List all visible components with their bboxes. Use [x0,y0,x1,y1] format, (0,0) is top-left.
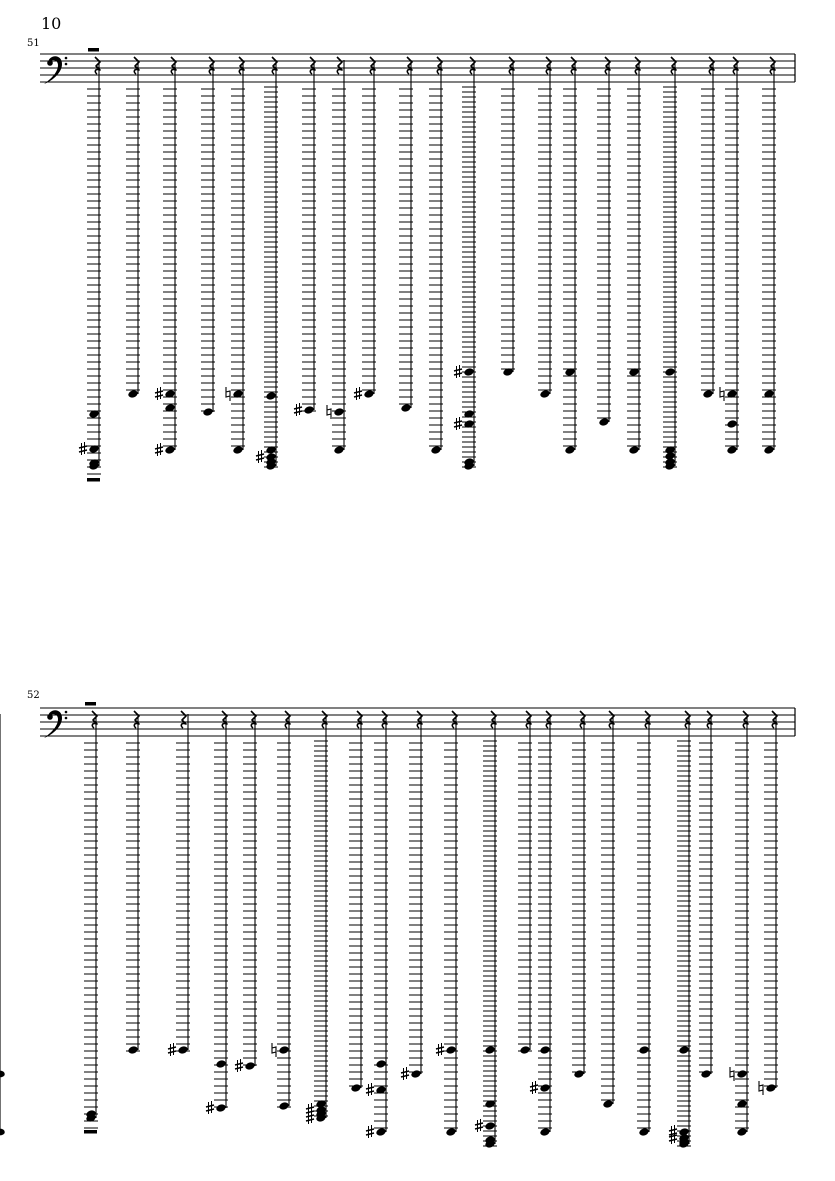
quarter-rest-icon [181,711,186,728]
page-number: 10 [41,14,62,33]
measure-number-52: 52 [27,690,40,701]
sharp-stroke [475,1127,483,1129]
sharp-icon [454,417,462,430]
chord-column [366,711,388,1138]
chord-column [429,57,443,455]
natural-stroke [730,1067,734,1081]
chord-column [0,714,5,1135]
note-head [726,419,737,429]
sharp-stroke [79,450,87,452]
sharp-icon [306,1103,314,1116]
note-head [463,367,474,377]
chord-column [663,57,677,471]
sharp-stroke [79,446,87,448]
quarter-rest-icon [337,57,342,74]
chord-column [401,711,423,1080]
note-head [202,407,213,417]
sharp-icon [256,450,264,463]
note-head [638,1045,649,1055]
chord-column [126,57,140,399]
note-head [430,445,441,455]
chord-column [436,711,458,1137]
sharp-icon [155,443,163,456]
note-head [638,1127,649,1137]
note-head [726,445,737,455]
bass-clef-dot-upper [65,57,68,60]
sharp-stroke [306,1111,314,1113]
sharp-stroke [155,395,163,397]
chord-column [475,711,497,1149]
note-head [573,1069,584,1079]
sharp-stroke [294,411,302,413]
note-head [363,389,374,399]
note-head [602,1099,613,1109]
chord-column [206,711,228,1114]
sharp-stroke [454,421,462,423]
sharp-stroke [235,1067,243,1069]
sharp-icon [206,1101,214,1114]
sharp-stroke [354,391,362,393]
note-head [177,1045,188,1055]
chord-column [349,711,363,1093]
note-head [763,445,774,455]
chord-column [168,711,190,1056]
note-head [244,1061,255,1071]
sharp-stroke [168,1047,176,1049]
sharp-icon [475,1119,483,1132]
whole-rest-icon [85,702,96,706]
note-head [736,1127,747,1137]
chord-column [669,711,691,1149]
chord-column [84,702,98,1134]
chord-column [79,48,101,482]
system-measure-51 [40,48,795,482]
note-head [375,1059,386,1069]
sharp-stroke [475,1123,483,1125]
natural-icon [730,1067,734,1081]
bass-clef-icon [44,710,67,738]
whole-rest-icon [88,48,99,52]
system-measure-52 [0,702,795,1149]
sharp-stroke [436,1051,444,1053]
sharp-stroke [155,391,163,393]
sharp-stroke [669,1139,677,1141]
note-head [736,1069,747,1079]
natural-icon [327,405,331,419]
sharp-icon [155,387,163,400]
note-head [265,391,276,401]
chord-column [354,57,376,400]
chord-column [256,57,278,471]
note-head [278,1045,289,1055]
sharp-stroke [306,1119,314,1121]
natural-stroke [327,405,331,419]
sharp-stroke [256,458,264,460]
sharp-stroke [436,1047,444,1049]
chord-column [720,57,739,455]
note-head [0,1071,5,1078]
chord-column [637,711,651,1137]
sharp-stroke [401,1075,409,1077]
chord-column [399,57,413,413]
chord-column [201,57,215,417]
note-head [700,1069,711,1079]
sharp-stroke [669,1129,677,1131]
sharp-stroke [530,1089,538,1091]
sharp-stroke [155,451,163,453]
chord-column [501,57,515,377]
note-head [350,1083,361,1093]
natural-icon [759,1081,763,1095]
chord-column [597,57,611,427]
sharp-icon [366,1125,374,1138]
note-head [445,1045,456,1055]
measure-number-51: 51 [27,38,40,49]
sharp-icon [79,442,87,455]
bass-clef-body [44,710,62,738]
natural-stroke [226,387,230,401]
chord-column [730,711,749,1137]
sharp-stroke [366,1091,374,1093]
note-head [445,1127,456,1137]
natural-stroke [720,387,724,401]
note-head [375,1127,386,1137]
chord-column [272,711,291,1111]
note-head [333,445,344,455]
sharp-icon [366,1083,374,1096]
sharp-icon [294,403,302,416]
note-head [628,445,639,455]
chord-column [759,711,778,1095]
chord-column [235,711,257,1072]
sharp-stroke [294,407,302,409]
note-head [519,1045,530,1055]
sharp-stroke [366,1087,374,1089]
natural-stroke [759,1081,763,1095]
note-head [539,1127,550,1137]
chord-column [538,57,552,399]
bass-clef-dot-lower [65,717,68,720]
sharp-stroke [401,1071,409,1073]
note-head [539,1083,550,1093]
note-head [598,417,609,427]
bass-clef-dot-lower [65,63,68,66]
sharp-stroke [256,454,264,456]
sharp-stroke [155,447,163,449]
bass-clef-dot-upper [65,711,68,714]
chord-column [518,711,532,1055]
note-head [164,445,175,455]
sharp-stroke [530,1085,538,1087]
sharp-stroke [235,1063,243,1065]
sharp-icon [436,1043,444,1056]
chord-column [601,711,615,1109]
natural-stroke [272,1043,276,1057]
natural-icon [720,387,724,401]
sharp-stroke [206,1105,214,1107]
bass-clef-icon [44,56,67,84]
sharp-stroke [206,1109,214,1111]
note-head [564,445,575,455]
chord-column [126,711,140,1055]
note-head [484,1045,495,1055]
sharp-stroke [168,1051,176,1053]
chord-column [306,711,328,1124]
sharp-stroke [306,1107,314,1109]
chord-column [155,57,177,456]
sharp-stroke [306,1115,314,1117]
chord-column [762,57,776,455]
note-head [0,1129,5,1136]
note-head [539,1045,550,1055]
sharp-icon [401,1067,409,1080]
sharp-stroke [366,1133,374,1135]
chord-column [701,57,715,399]
chord-column [226,57,245,455]
note-head [232,445,243,455]
sharp-stroke [454,369,462,371]
sharp-icon [454,365,462,378]
note-head [127,389,138,399]
chord-column [563,57,577,455]
chord-column [294,57,316,416]
whole-rest-icon [84,1130,97,1134]
note-head [215,1103,226,1113]
chord-column [327,57,346,455]
note-head [702,389,713,399]
note-head [278,1101,289,1111]
sharp-stroke [454,373,462,375]
note-head [215,1059,226,1069]
note-head [127,1045,138,1055]
bass-clef-dot [47,60,53,66]
chord-column [530,711,552,1137]
note-head [400,403,411,413]
note-head [664,367,675,377]
note-head [303,405,314,415]
sharp-icon [530,1081,538,1094]
sharp-icon [168,1043,176,1056]
sharp-stroke [366,1129,374,1131]
bass-clef-body [44,56,62,84]
note-head [539,389,550,399]
chord-column [627,57,641,455]
note-head [484,1121,495,1131]
note-head [410,1069,421,1079]
sharp-icon [354,387,362,400]
note-head [765,1083,776,1093]
sharp-icon [235,1059,243,1072]
natural-icon [272,1043,276,1057]
chord-column [454,57,476,471]
natural-icon [226,387,230,401]
sharp-stroke [454,425,462,427]
chord-column [572,711,586,1079]
bass-clef-dot [47,714,53,720]
note-head [678,1045,689,1055]
chord-column [699,711,713,1079]
note-head [333,407,344,417]
sharp-stroke [354,395,362,397]
whole-rest-icon [87,478,100,482]
